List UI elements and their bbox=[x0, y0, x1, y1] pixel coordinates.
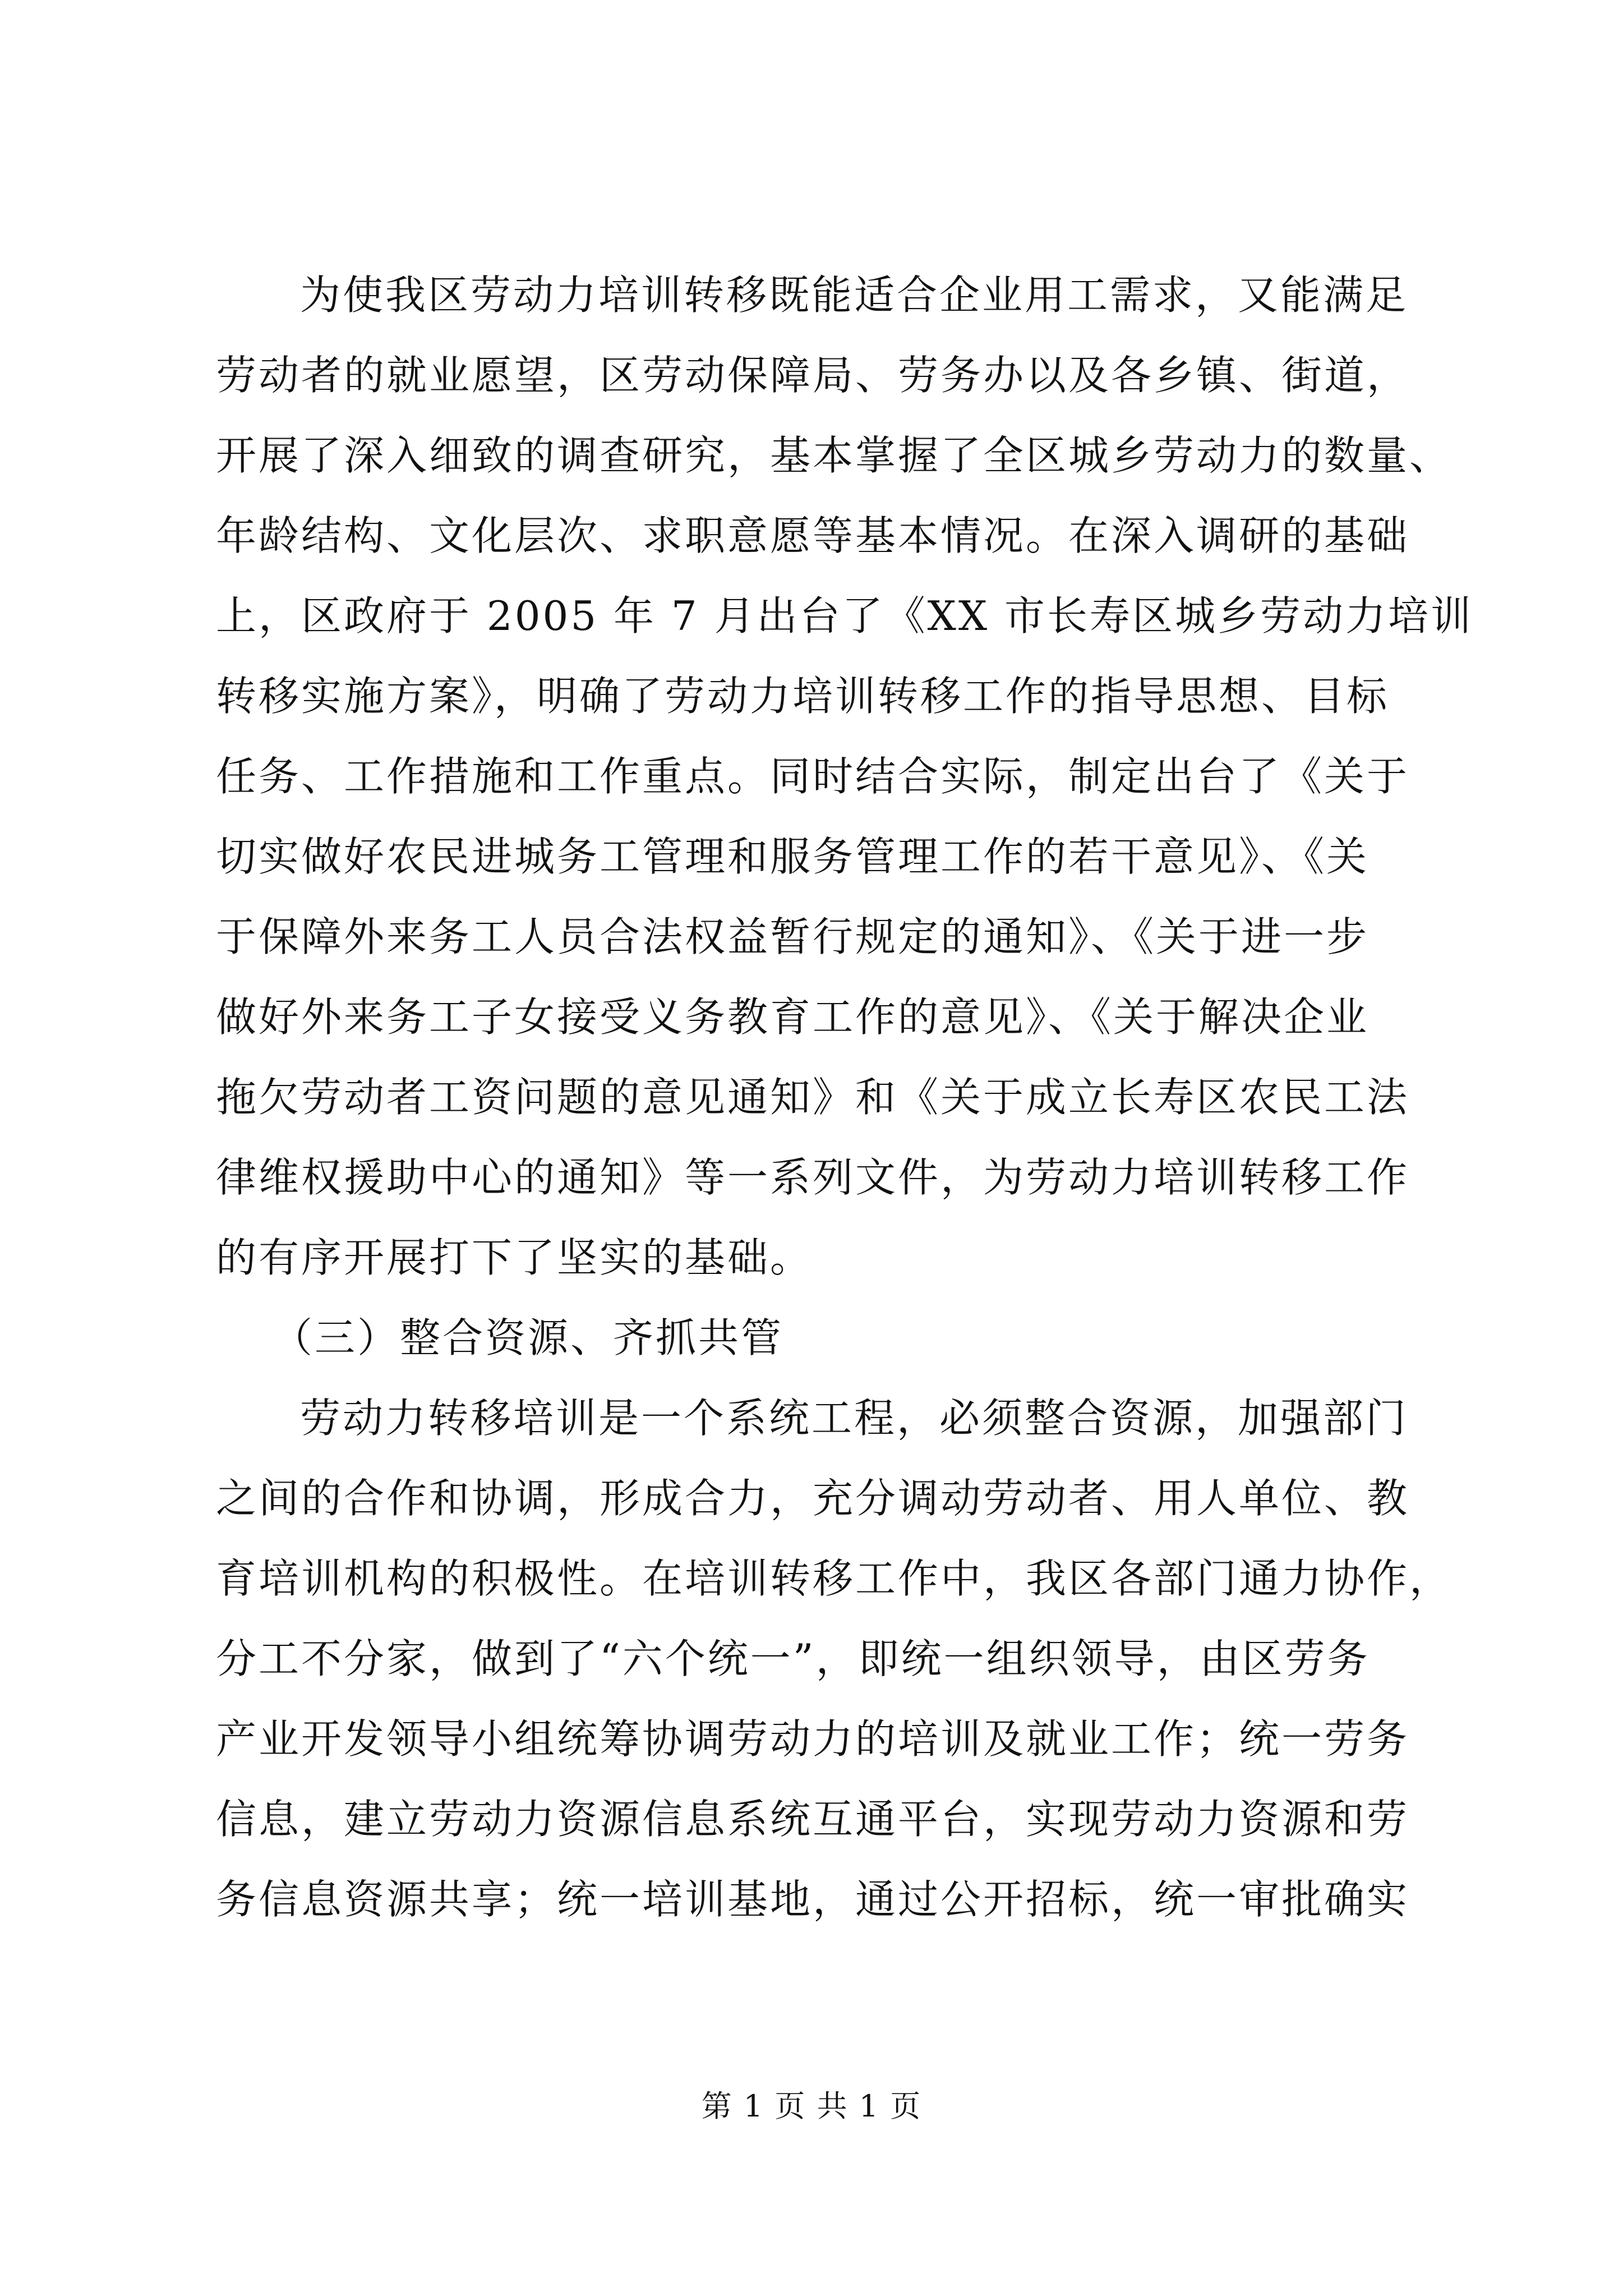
paragraph-line: 年龄结构、文化层次、求职意愿等基本情况。在深入调研的基础 bbox=[216, 512, 1410, 559]
paragraph-line: 上，区政府于 2005 年 7 月出台了《XX 市长寿区城乡劳动力培训 bbox=[216, 592, 1473, 639]
paragraph-line: 做好外来务工子女接受义务教育工作的意见》、《关于解决企业 bbox=[216, 993, 1370, 1041]
paragraph-line: 的有序开展打下了坚实的基础。 bbox=[216, 1234, 813, 1281]
page-footer: 第 1 页 共 1 页 bbox=[701, 2088, 922, 2124]
section-heading: （三）整合资源、齐抓共管 bbox=[272, 1314, 784, 1361]
paragraph-line: 律维权援助中心的通知》等一系列文件，为劳动力培训转移工作 bbox=[216, 1154, 1410, 1201]
paragraph-line: 切实做好农民进城务工管理和服务管理工作的若干意见》、《关 bbox=[216, 833, 1370, 880]
paragraph-line: 开展了深入细致的调查研究，基本掌握了全区城乡劳动力的数量、 bbox=[216, 432, 1453, 479]
paragraph-line: 分工不分家，做到了“六个统一”，即统一组织领导，由区劳务 bbox=[216, 1635, 1370, 1682]
paragraph-line: 于保障外来务工人员合法权益暂行规定的通知》、《关于进一步 bbox=[216, 913, 1370, 960]
document-body bbox=[216, 255, 1473, 1940]
paragraph-line: 为使我区劳动力培训转移既能适合企业用工需求，又能满足 bbox=[300, 272, 1409, 319]
paragraph-line: 信息，建立劳动力资源信息系统互通平台，实现劳动力资源和劳 bbox=[216, 1796, 1410, 1843]
paragraph-line: 之间的合作和协调，形成合力，充分调动劳动者、用人单位、教 bbox=[216, 1475, 1410, 1522]
paragraph-line: 务信息资源共享；统一培训基地，通过公开招标，统一审批确实 bbox=[216, 1876, 1410, 1923]
paragraph-line: 劳动力转移培训是一个系统工程，必须整合资源，加强部门 bbox=[300, 1395, 1409, 1442]
paragraph-line: 转移实施方案》，明确了劳动力培训转移工作的指导思想、目标 bbox=[216, 673, 1390, 720]
paragraph-line: 产业开发领导小组统筹协调劳动力的培训及就业工作；统一劳务 bbox=[216, 1715, 1410, 1763]
paragraph-line: 育培训机构的积极性。在培训转移工作中，我区各部门通力协作， bbox=[216, 1555, 1453, 1602]
paragraph-line: 劳动者的就业愿望，区劳动保障局、劳务办以及各乡镇、街道， bbox=[216, 352, 1410, 399]
paragraph-line: 任务、工作措施和工作重点。同时结合实际，制定出台了《关于 bbox=[216, 753, 1410, 800]
paragraph-line: 拖欠劳动者工资问题的意见通知》和《关于成立长寿区农民工法 bbox=[216, 1074, 1410, 1121]
